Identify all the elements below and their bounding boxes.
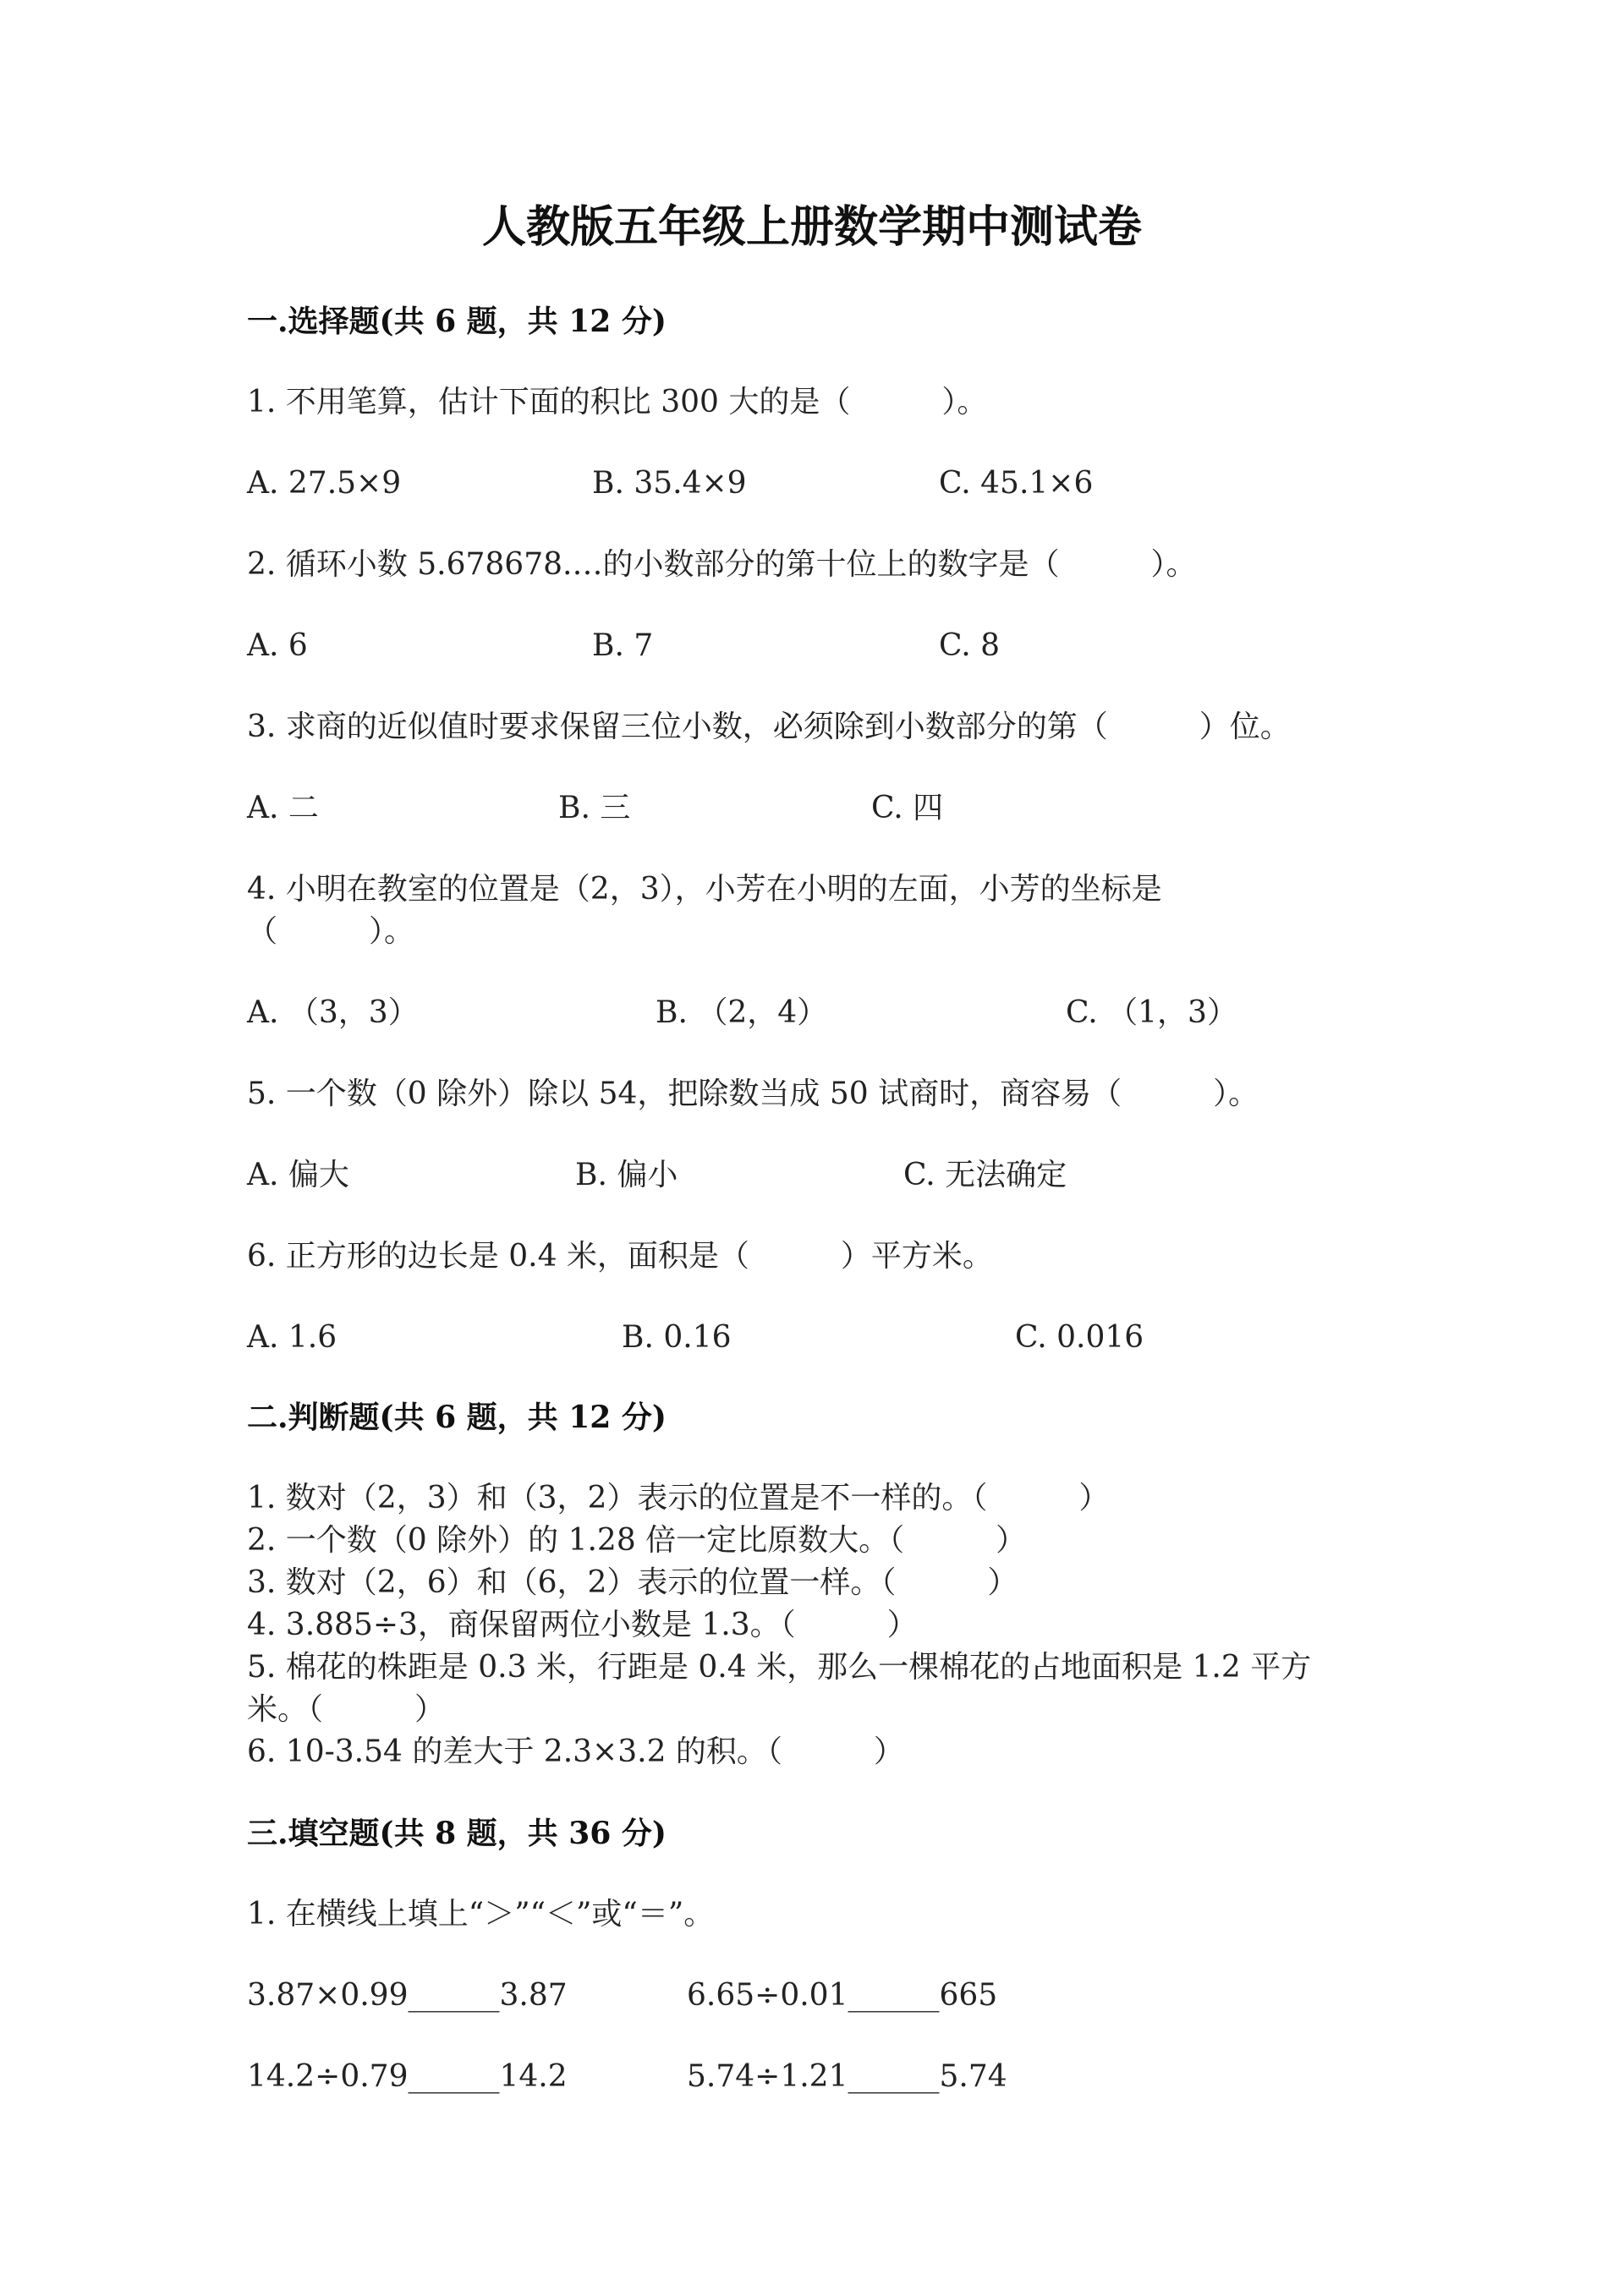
- question-stem: 5. 一个数（0 除外）除以 54，把除数当成 50 试商时，商容易（ ）。: [247, 1077, 1259, 1111]
- question-stem: 6. 正方形的边长是 0.4 米，面积是（ ）平方米。: [247, 1239, 993, 1274]
- option-b: B. 三: [558, 791, 631, 825]
- section-heading-choice: 一.选择题(共 6 题，共 12 分): [247, 304, 667, 339]
- fill-item: 14.2÷0.79______14.2: [247, 2059, 568, 2094]
- option-b: B. 35.4×9: [592, 466, 747, 501]
- option-c: C. 无法确定: [903, 1158, 1067, 1192]
- option-a: A. 6: [247, 628, 308, 663]
- option-b: B. （2，4）: [656, 995, 828, 1030]
- section-heading-judgement: 二.判断题(共 6 题，共 12 分): [247, 1400, 667, 1435]
- page-title: 人教版五年级上册数学期中测试卷: [481, 201, 1142, 253]
- fill-item: 3.87×0.99______3.87: [247, 1978, 568, 2013]
- question-stem: 3. 求商的近似值时要求保留三位小数，必须除到小数部分的第（ ）位。: [247, 710, 1291, 744]
- question-stem-continuation: （ ）。: [247, 914, 415, 949]
- question-stem: 1. 不用笔算，估计下面的积比 300 大的是（ ）。: [247, 385, 988, 419]
- judgement-item: 6. 10-3.54 的差大于 2.3×3.2 的积。（ ）: [247, 1734, 904, 1769]
- judgement-item: 5. 棉花的株距是 0.3 米，行距是 0.4 米，那么一棵棉花的占地面积是 1.2 平方: [247, 1650, 1312, 1685]
- option-a: A. 二: [247, 791, 319, 825]
- judgement-item: 4. 3.885÷3，商保留两位小数是 1.3。（ ）: [247, 1608, 918, 1642]
- option-a: A. 27.5×9: [247, 466, 402, 501]
- fill-item: 6.65÷0.01______665: [687, 1978, 998, 2013]
- judgement-item: 2. 一个数（0 除外）的 1.28 倍一定比原数大。（ ）: [247, 1523, 1027, 1558]
- option-b: B. 0.16: [622, 1320, 732, 1355]
- option-c: C. 45.1×6: [939, 466, 1094, 501]
- option-c: C. （1，3）: [1066, 995, 1237, 1030]
- option-c: C. 8: [939, 628, 1001, 663]
- question-stem: 4. 小明在教室的位置是（2，3），小芳在小明的左面，小芳的坐标是: [247, 872, 1162, 907]
- option-c: C. 0.016: [1015, 1320, 1144, 1355]
- option-b: B. 偏小: [575, 1158, 678, 1192]
- judgement-item-continuation: 米。（ ）: [247, 1692, 446, 1727]
- question-stem: 2. 循环小数 5.678678.…的小数部分的第十位上的数字是（ ）。: [247, 547, 1197, 582]
- option-a: A. 偏大: [247, 1158, 349, 1192]
- option-a: A. 1.6: [247, 1320, 337, 1355]
- option-a: A. （3，3）: [247, 995, 419, 1030]
- judgement-item: 3. 数对（2，6）和（6，2）表示的位置一样。（ ）: [247, 1565, 1018, 1600]
- question-stem: 1. 在横线上填上“＞”“＜”或“＝”。: [247, 1897, 715, 1932]
- option-b: B. 7: [592, 628, 654, 663]
- judgement-item: 1. 数对（2，3）和（3，2）表示的位置是不一样的。（ ）: [247, 1481, 1110, 1515]
- fill-item: 5.74÷1.21______5.74: [687, 2059, 1007, 2094]
- option-c: C. 四: [871, 791, 944, 825]
- section-heading-fill: 三.填空题(共 8 题，共 36 分): [247, 1816, 667, 1851]
